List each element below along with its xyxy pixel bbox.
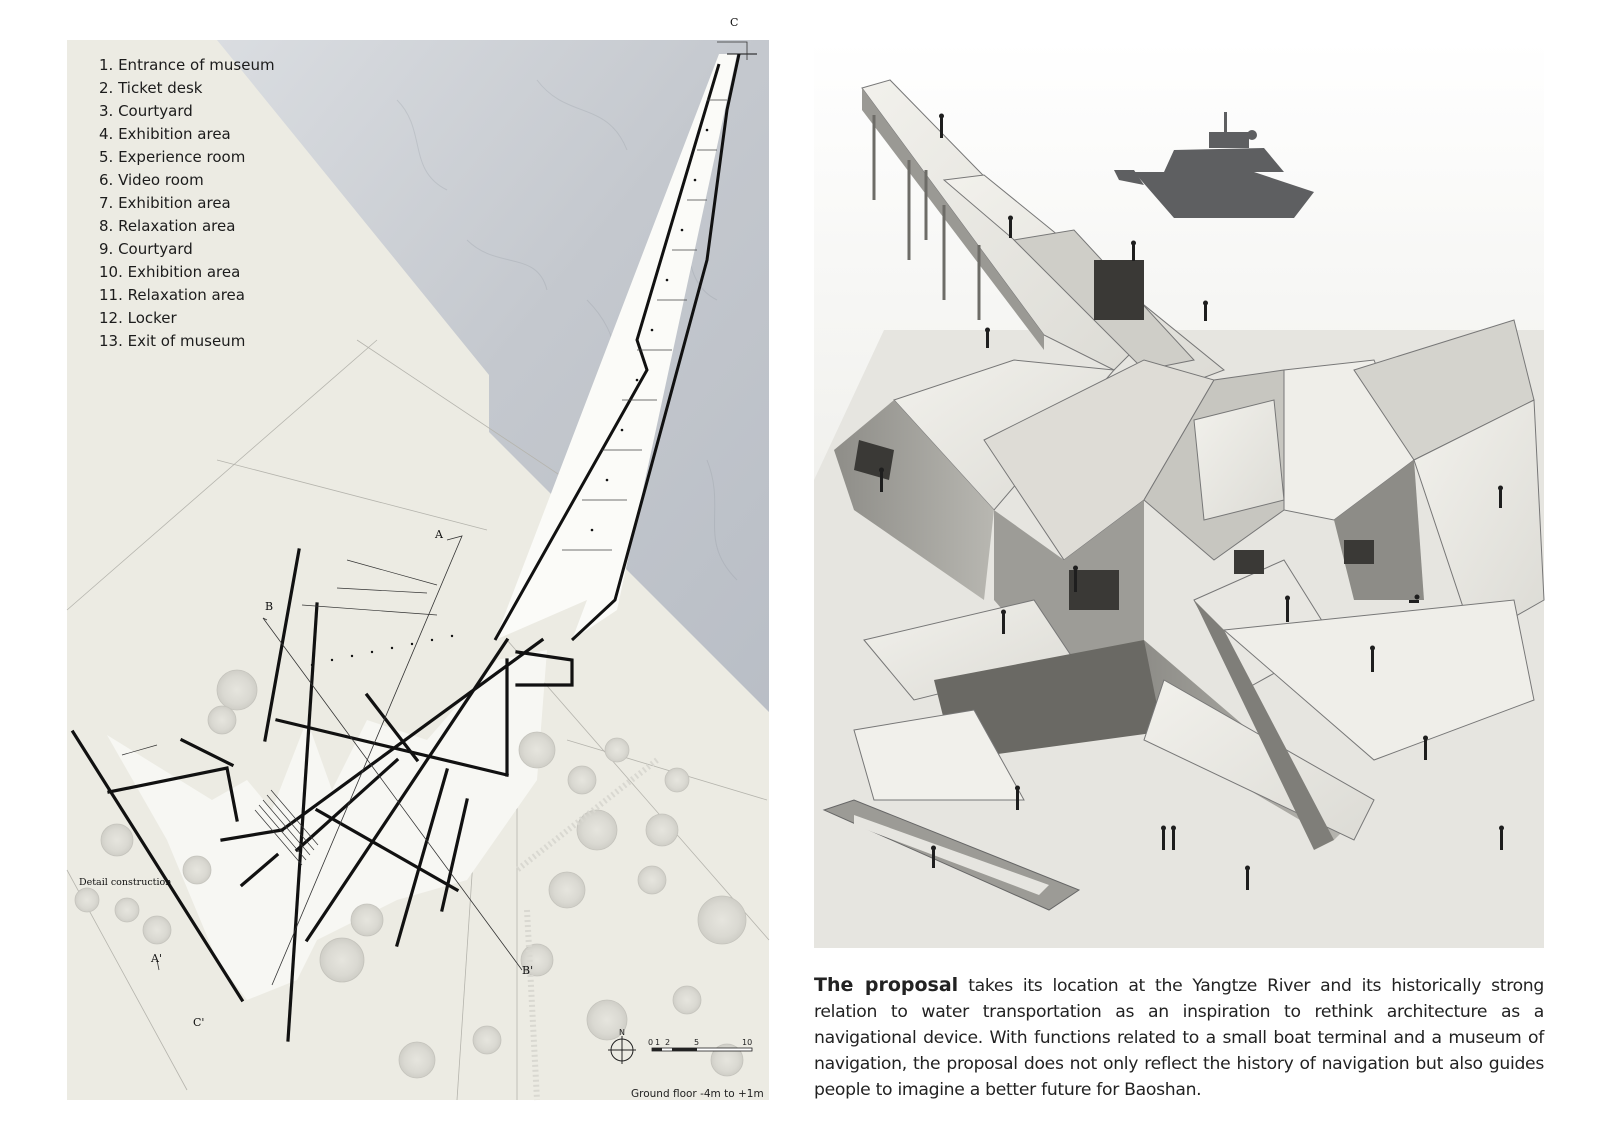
scale-bar bbox=[652, 1048, 752, 1051]
legend-item: 2. Ticket desk bbox=[99, 79, 203, 97]
scale-label: 5 bbox=[694, 1038, 700, 1047]
legend-item: 7. Exhibition area bbox=[99, 194, 231, 212]
legend-item: 1. Entrance of museum bbox=[99, 56, 275, 74]
legend-item: 6. Video room bbox=[99, 171, 204, 189]
legend-item: 11. Relaxation area bbox=[99, 286, 245, 304]
legend-item: 8. Relaxation area bbox=[99, 217, 236, 235]
north-arrow-icon bbox=[608, 1036, 636, 1064]
legend-item: 4. Exhibition area bbox=[99, 125, 231, 143]
scale-label: 1 bbox=[655, 1038, 661, 1047]
section-label-c: C bbox=[730, 16, 739, 29]
plan-legend bbox=[99, 54, 275, 353]
model-photo bbox=[814, 40, 1544, 948]
scale-label: 2 bbox=[665, 1038, 671, 1047]
model-drawing bbox=[814, 40, 1544, 948]
legend-item: 5. Experience room bbox=[99, 148, 246, 166]
section-label-b: B bbox=[265, 600, 274, 613]
legend-item: 10. Exhibition area bbox=[99, 263, 241, 281]
proposal-description bbox=[814, 972, 1544, 1103]
section-label-a-prime: A' bbox=[151, 952, 162, 965]
scale-label: 10 bbox=[742, 1038, 753, 1047]
legend-item: 12. Locker bbox=[99, 309, 177, 327]
legend-item: 3. Courtyard bbox=[99, 102, 193, 120]
section-label-c-prime: C' bbox=[193, 1016, 205, 1029]
proposal-body: takes its location at the Yangtze River and its historically strong relation to water transportation as an inspiration to rethink architecture as a navigational device. With functions related to a small boat terminal and a museum of navigation, the proposal does not only reflect the history of navigation but also guides people to imagine a better future for Baoshan. bbox=[814, 976, 1544, 1100]
detail-construction-label: Detail construction bbox=[79, 877, 172, 888]
section-label-a: A bbox=[435, 528, 443, 541]
scale-label: 0 bbox=[648, 1038, 654, 1047]
proposal-lead: The proposal bbox=[814, 974, 959, 996]
section-label-b-prime: B' bbox=[522, 964, 534, 977]
ground-floor-plan bbox=[67, 16, 769, 1100]
north-label: N bbox=[619, 1028, 625, 1037]
legend-item: 9. Courtyard bbox=[99, 240, 193, 258]
legend-item: 13. Exit of museum bbox=[99, 332, 246, 350]
floor-caption: Ground floor -4m to +1m bbox=[631, 1088, 764, 1100]
